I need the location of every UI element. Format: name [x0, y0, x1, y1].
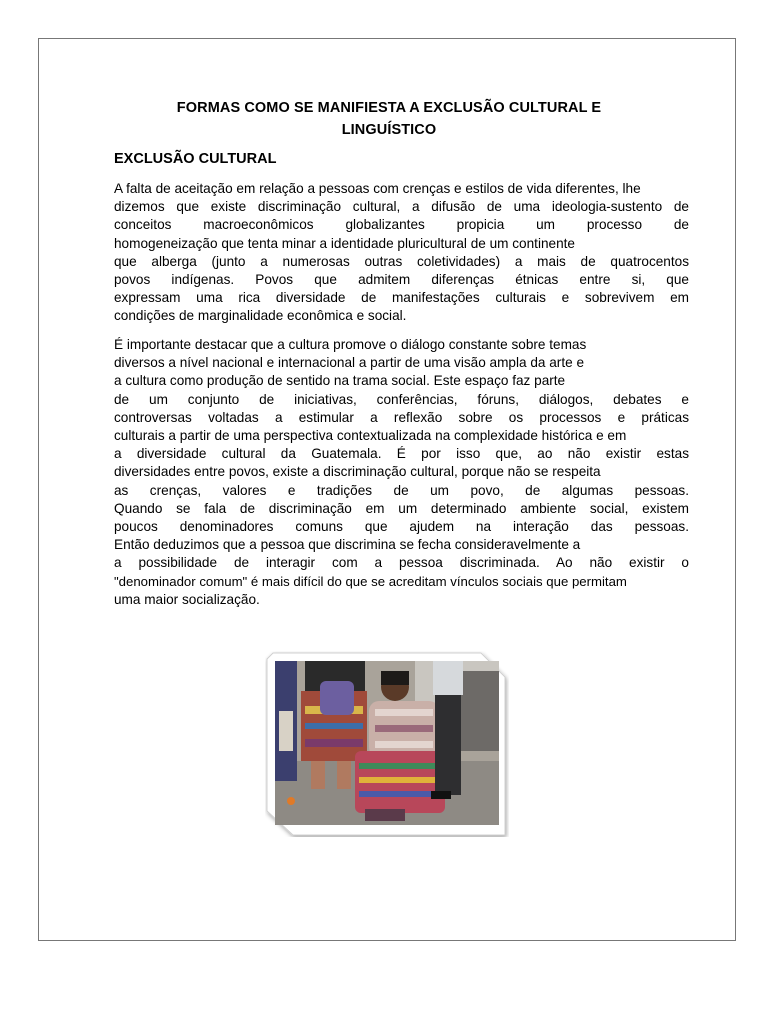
paragraph-line: expressam uma rica diversidade de manifestações culturais e sobrevivem em	[114, 290, 689, 306]
paragraph-line: diversidades entre povos, existe a discriminação cultural, porque não se respeita	[114, 464, 601, 480]
paragraph-line: "denominador comum" é mais difícil do que se acreditam vínculos sociais que permitam	[114, 573, 627, 589]
paragraph-line: a diversidade cultural da Guatemala. É por isso que, ao não existir estas	[114, 446, 689, 462]
paragraph-line: Quando se fala de discriminação em um determinado ambiente social, existem	[114, 500, 689, 516]
paragraph-line: homogeneização que tenta minar a identidade pluricultural de um continente	[114, 235, 575, 251]
title-line-1: FORMAS COMO SE MANIFIESTA A EXCLUSÃO CULTURAL E	[176, 100, 602, 116]
paragraph-line: conceitos macroeconômicos globalizantes propicia um processo de	[114, 217, 689, 233]
document-title	[109, 97, 669, 141]
photo-illustration	[265, 651, 509, 837]
paragraph-line: dizemos que existe discriminação cultural, a difusão de uma ideologia-sustento de	[114, 199, 689, 215]
paragraph-line: A falta de aceitação em relação a pessoas com crenças e estilos de vida diferentes, lhe	[114, 181, 641, 196]
paragraph-line: Então deduzimos que a pessoa que discrimina se fecha consideravelmente a	[114, 537, 581, 553]
document-page	[38, 38, 736, 941]
paragraph-line: povos indígenas. Povos que admitem diferenças étnicas entre si, que	[114, 272, 689, 288]
paragraph-line: controversas voltadas a estimular a reflexão sobre os processos e práticas	[114, 409, 689, 425]
paragraph-line: condições de marginalidade econômica e social.	[114, 308, 407, 324]
paragraph-2	[114, 336, 689, 609]
paragraph-line: uma maior socialização.	[114, 591, 260, 607]
paragraph-1	[114, 180, 689, 326]
title-line-2: LINGUÍSTICO	[341, 122, 437, 138]
paragraph-line: culturais a partir de uma perspectiva contextualizada na complexidade histórica e em	[114, 428, 627, 444]
paragraph-line: a cultura como produção de sentido na trama social. Este espaço faz parte	[114, 373, 566, 389]
paragraph-line: a possibilidade de interagir com a pessoa discriminada. Ao não existir o	[114, 555, 689, 571]
paragraph-line: poucos denominadores comuns que ajudem na interação das pessoas.	[114, 519, 689, 535]
paragraph-line: É importante destacar que a cultura promove o diálogo constante sobre temas	[114, 337, 587, 352]
paragraph-line: as crenças, valores e tradições de um povo, de algumas pessoas.	[114, 482, 689, 498]
paragraph-line: de um conjunto de iniciativas, conferências, fóruns, diálogos, debates e	[114, 391, 689, 407]
paragraph-line: diversos a nível nacional e internacional a partir de uma visão ampla da arte e	[114, 355, 585, 371]
section-heading: EXCLUSÃO CULTURAL	[114, 151, 277, 167]
paragraph-line: que alberga (junto a numerosas outras coletividades) a mais de quatrocentos	[114, 253, 689, 269]
photo-indigenous-women	[265, 651, 509, 837]
